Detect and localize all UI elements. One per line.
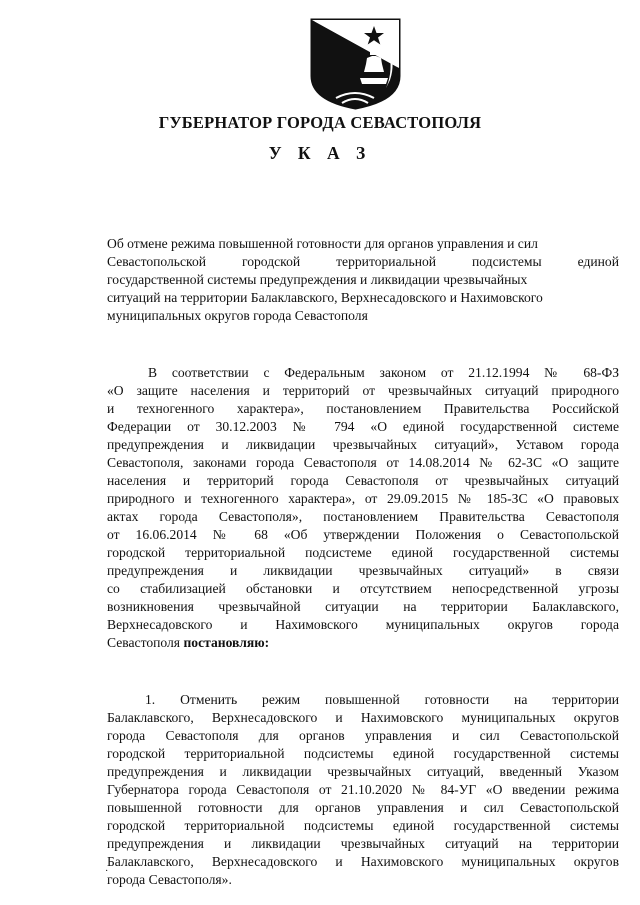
preamble-line: природного и техногенного характера», от 29.09.2015 № 185-ЗС «О правовых (107, 491, 619, 506)
preamble-line: со стабилизацией обстановки и отсутствием непосредственной угрозы (107, 581, 619, 596)
preamble-line: актах города Севастополя», постановлением Правительства Севастополя (107, 509, 619, 524)
item-1-line: повышенной готовности для органов управления и сил Севастопольской (107, 800, 619, 815)
item-1-line: предупреждения и ликвидации чрезвычайных ситуаций на территории (107, 836, 619, 851)
subject-line: ситуаций на территории Балаклавского, Верхнесадовского и Нахимовского (107, 290, 543, 305)
preamble-line: городской территориальной подсистеме единой государственной системы (107, 545, 619, 560)
preamble-last-line (107, 635, 619, 651)
item-1-line: Балаклавского, Верхнесадовского и Нахимовского муниципальных округов (107, 710, 619, 725)
preamble-line: «О защите населения и территорий от чрезвычайных ситуаций природного (107, 383, 619, 398)
preamble-line: Верхнесадовского и Нахимовского муниципальных округов города (107, 617, 619, 632)
preamble-line: Федерации от 30.12.2003 № 794 «О единой государственной системе (107, 419, 619, 434)
preamble-line: возникновения чрезвычайной ситуации на территории Балаклавского, (107, 599, 619, 614)
preamble-line: Севастополя, законами города Севастополя от 14.08.2014 № 62-ЗС «О защите (107, 455, 619, 470)
preamble-last-text: Севастополя (107, 635, 181, 650)
subject-line: Севастопольской городской территориальной подсистемы единой (107, 254, 619, 269)
preamble-line: предупреждения и ликвидации чрезвычайных ситуаций» в связи (107, 563, 619, 578)
document-type: У К А З (268, 143, 372, 163)
decree-word: постановляю: (183, 635, 270, 650)
preamble-line: предупреждения и ликвидации чрезвычайных ситуаций», Уставом города (107, 437, 619, 452)
issuer-title: ГУБЕРНАТОР ГОРОДА СЕВАСТОПОЛЯ (158, 113, 482, 132)
item-1-line: Губернатора города Севастополя от 21.10.2020 № 84-УГ «О введении режима (107, 782, 619, 797)
preamble-line: населения и территорий города Севастополя от чрезвычайных ситуаций (107, 473, 619, 488)
item-1-line: городской территориальной подсистемы единой государственной системы (107, 746, 619, 761)
item-1-line: городской территориальной подсистемы единой государственной системы (107, 818, 619, 833)
subject-line: государственной системы предупреждения и ликвидации чрезвычайных (107, 272, 528, 287)
subject-line: Об отмене режима повышенной готовности для органов управления и сил (107, 236, 538, 251)
scan-dot-mark: · (105, 866, 109, 877)
preamble-line: и техногенного характера», постановлением Правительства Российской (107, 401, 619, 416)
item-1-last-line: города Севастополя». (107, 872, 232, 887)
item-1-line: предупреждения и ликвидации чрезвычайных ситуаций, введенный Указом (107, 764, 619, 779)
item-1-line: 1. Отменить режим повышенной готовности на территории (145, 692, 619, 707)
item-1-line: Балаклавского, Верхнесадовского и Нахимовского муниципальных округов (107, 854, 619, 869)
preamble-line: от 16.06.2014 № 68 «Об утверждении Положения о Севастопольской (107, 527, 619, 542)
sevastopol-coat-of-arms-icon (306, 18, 405, 110)
subject-line: муниципальных округов города Севастополя (107, 308, 368, 323)
item-1-line: города Севастополя для органов управления и сил Севастопольской (107, 728, 619, 743)
preamble-line: В соответствии с Федеральным законом от 21.12.1994 № 68-ФЗ (148, 365, 619, 380)
